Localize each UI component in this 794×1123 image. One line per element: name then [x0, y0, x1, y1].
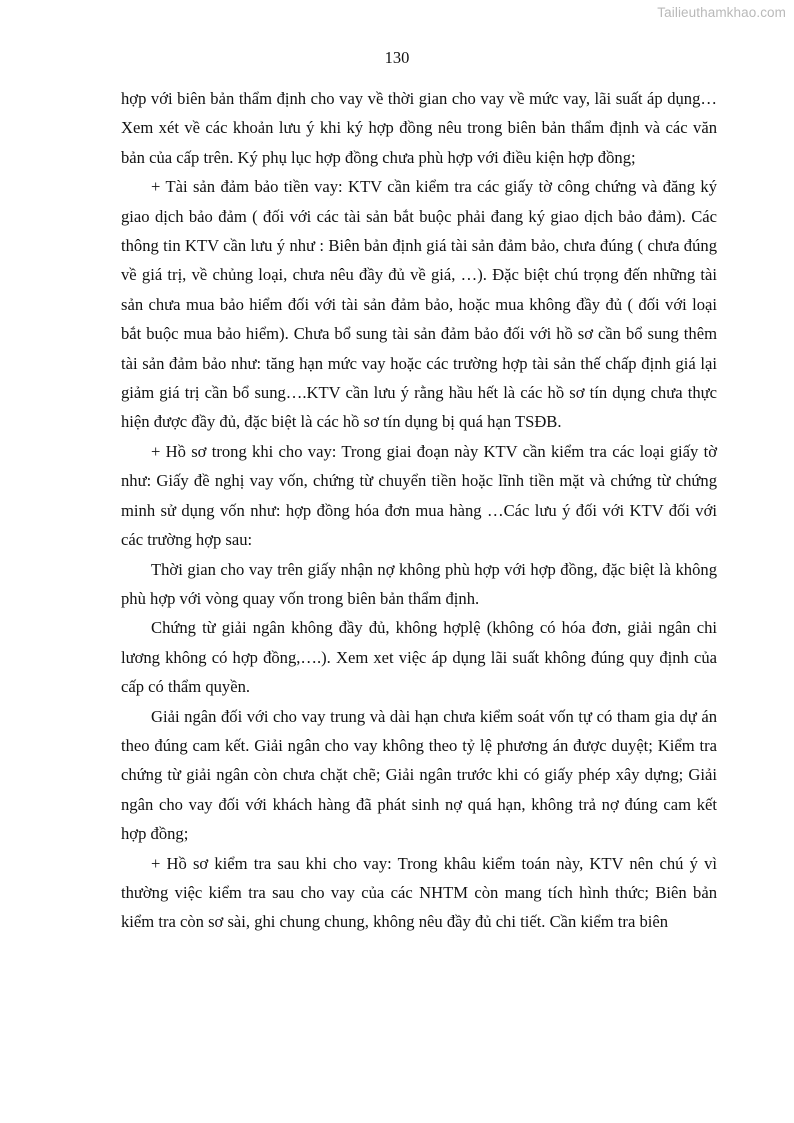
paragraph-disbursement-documents: Chứng từ giải ngân không đầy đủ, không hợplệ (không có hóa đơn, giải ngân chi lương không có hợp đồng,….). Xem xet việc áp dụng lãi suất không đúng quy định của cấp có thẩm quyền. [121, 618, 717, 697]
paragraph-post-loan-review: + Hồ sơ kiểm tra sau khi cho vay: Trong khâu kiểm toán này, KTV nên chú ý vì thường việc kiểm tra sau cho vay của các NHTM còn mang tích hình thức; Biên bản kiểm tra còn sơ sài, ghi chung chung, không nêu đầy đủ chi tiết. Cần kiểm tra biên [121, 853, 717, 932]
watermark: Tailieuthamkhao.com [657, 5, 786, 20]
paragraph-disbursement-control: Giải ngân đối với cho vay trung và dài hạn chưa kiểm soát vốn tự có tham gia dự án theo đúng cam kết. Giải ngân cho vay không theo tỷ lệ phương án được duyệt; Kiểm tra chứng từ giải ngân còn chưa chặt chẽ; Giải ngân trước khi có giấy phép xây dựng; Giải ngân cho vay đối với khách hàng đã phát sinh nợ quá hạn, không trả nợ đúng cam kết hợp đồng; [121, 706, 717, 844]
paragraph-loan-term: Thời gian cho vay trên giấy nhận nợ không phù hợp với hợp đồng, đặc biệt là không phù hợp với vòng quay vốn trong biên bản thẩm định. [121, 559, 717, 608]
page-number: 130 [384, 48, 410, 67]
paragraph-contract-continuation: hợp với biên bản thẩm định cho vay về thời gian cho vay về mức vay, lãi suất áp dụng… Xem xét về các khoản lưu ý khi ký hợp đồng nêu trong biên bản thẩm định và các văn bản của cấp trên. Ký phụ lục hợp đồng chưa phù hợp với điều kiện hợp đồng; [121, 89, 717, 167]
paragraph-during-loan: + Hồ sơ trong khi cho vay: Trong giai đoạn này KTV cần kiểm tra các loại giấy tờ như: Giấy đề nghị vay vốn, chứng từ chuyển tiền hoặc lĩnh tiền mặt và chứng từ chứng minh sử dụng vốn như: hợp đồng hóa đơn mua hàng …Các lưu ý đối với KTV đối với các trường hợp sau: [121, 441, 717, 550]
paragraph-collateral: + Tài sản đảm bảo tiền vay: KTV cần kiểm tra các giấy tờ công chứng và đăng ký giao dịch bảo đảm ( đối với các tài sản bắt buộc phải đang ký giao dịch bảo đảm). Các thông tin KTV cần lưu ý như : Biên bản định giá tài sản đảm bảo, chưa đúng ( chưa đúng về giá trị, về chủng loại, chưa nêu đầy đủ về giá, …). Đặc biệt chú trọng đến những tài sản chưa mua bảo hiểm đối với tài sản đảm bảo, hoặc mua không đầy đủ ( đối với loại bắt buộc mua bảo hiểm). Chưa bổ sung tài sản đảm bảo đối với hồ sơ cần bổ sung thêm tài sản đảm bảo như: tăng hạn mức vay hoặc các trường hợp tài sản thế chấp định giá lại giảm giá trị cần bổ sung….KTV cần lưu ý rằng hầu hết là các hồ sơ tín dụng chưa thực hiện được đầy đủ, đặc biệt là các hồ sơ tín dụng bị quá hạn TSĐB. [121, 177, 717, 432]
document-body [121, 84, 717, 937]
